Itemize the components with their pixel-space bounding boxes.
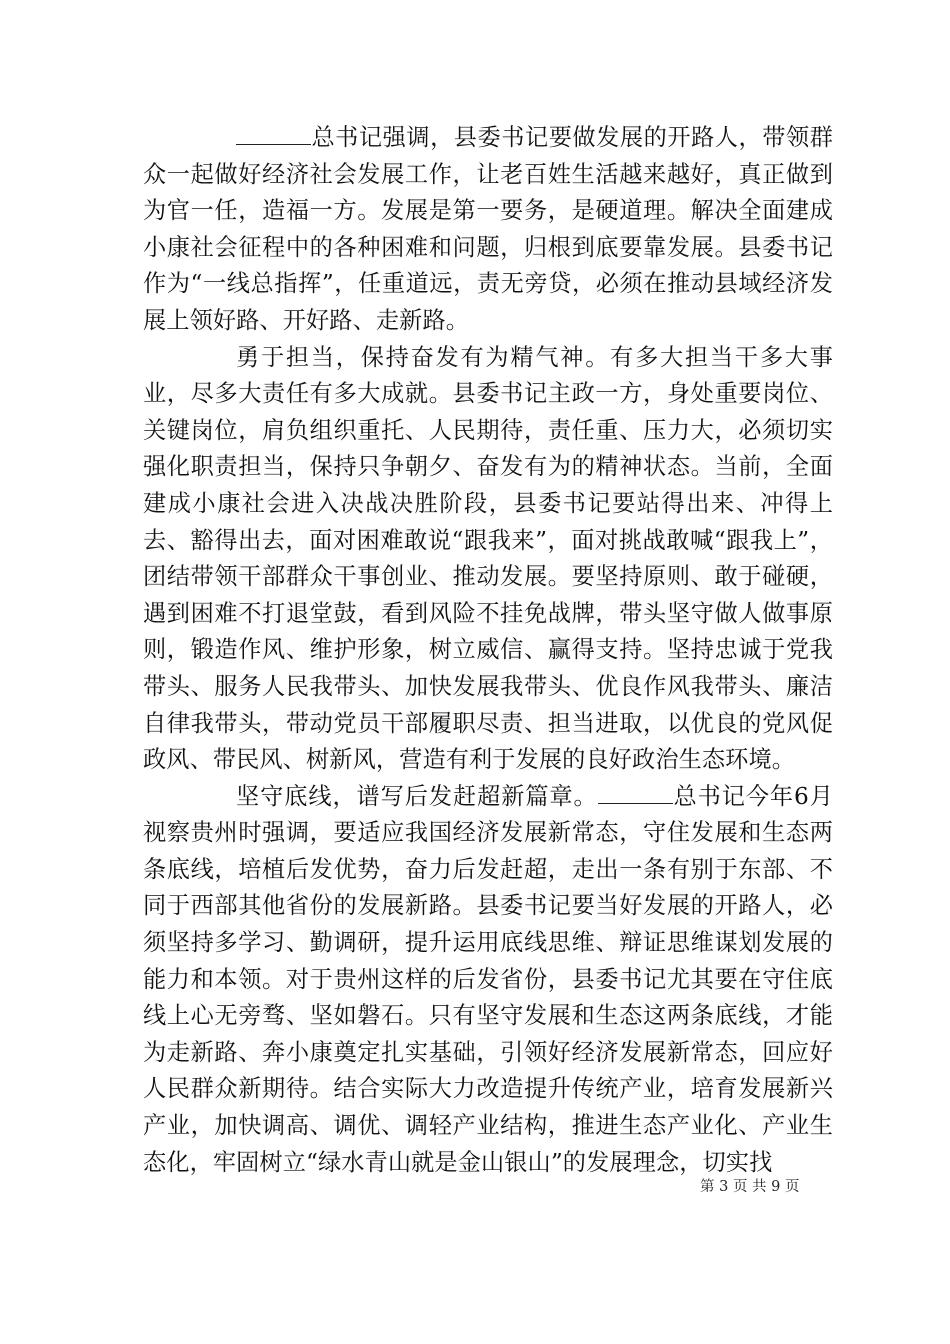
paragraph-1 — [143, 120, 833, 340]
paragraph-3 — [143, 779, 833, 1182]
redacted-name-blank — [598, 784, 673, 804]
paragraph-1-text: 总书记强调，县委书记要做发展的开路人，带领群众一起做好经济社会发展工作，让老百姓生活越来越好，真正做到为官一任，造福一方。发展是第一要务，是硬道理。解决全面建成小康社会征程中的各种困难和问题，归根到底要靠发展。县委书记作为“一线总指挥”，任重道远，责无旁贷，必须在推动县域经济发展上领好路、开好路、走新路。 — [143, 124, 833, 334]
paragraph-3-lead: 坚守底线，谱写后发赶超新篇章。 — [236, 782, 598, 810]
document-body — [143, 120, 833, 1181]
page-footer: 第 3 页 共 9 页 — [700, 1179, 800, 1195]
paragraph-2 — [143, 340, 833, 779]
paragraph-2-text: 勇于担当，保持奋发有为精气神。有多大担当干多大事业，尽多大责任有多大成就。县委书记主政一方，身处重要岗位、关键岗位，肩负组织重托、人民期待，责任重、压力大，必须切实强化职责担当，保持只争朝夕、奋发有为的精神状态。当前，全面建成小康社会进入决战决胜阶段，县委书记要站得出来、冲得上去、豁得出去，面对困难敢说“跟我来”，面对挑战敢喊“跟我上”，团结带领干部群众干事创业、推动发展。要坚持原则、敢于碰硬，遇到困难不打退堂鼓，看到风险不挂免战牌，带头坚守做人做事原则，锻造作风、维护形象，树立威信、赢得支持。坚持忠诚于党我带头、服务人民我带头、加快发展我带头、优良作风我带头、廉洁自律我带头，带动党员干部履职尽责、担当进取，以优良的党风促政风、带民风、树新风，营造有利于发展的良好政治生态环境。 — [143, 343, 833, 774]
paragraph-3-text: 总书记今年6月视察贵州时强调，要适应我国经济发展新常态，守住发展和生态两条底线，培植后发优势，奋力后发赶超，走出一条有别于东部、不同于西部其他省份的发展新路。县委书记要当好发展的开路人，必须坚持多学习、勤调研，提升运用底线思维、辩证思维谋划发展的能力和本领。对于贵州这样的后发省份，县委书记尤其要在守住底线上心无旁骛、坚如磐石。只有坚守发展和生态这两条底线，才能为走新路、奔小康奠定扎实基础，引领好经济发展新常态，回应好人民群众新期待。结合实际大力改造提升传统产业，培育发展新兴产业，加快调高、调优、调轻产业结构，推进生态产业化、产业生态化，牢固树立“绿水青山就是金山银山”的发展理念，切实找 — [143, 782, 834, 1176]
redacted-name-blank — [236, 125, 311, 145]
